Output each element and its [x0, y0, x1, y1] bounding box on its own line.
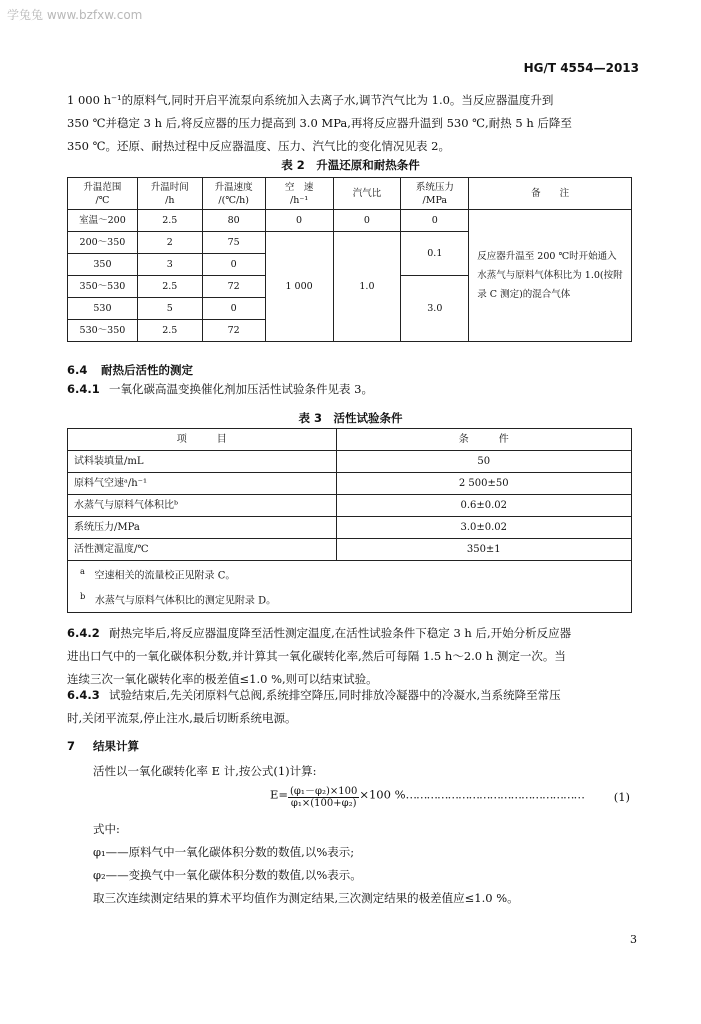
table2-header-cell: 升温时间 /h: [137, 178, 202, 210]
intro-paragraph: [67, 89, 627, 158]
clause-line: 时,关闭平流泵,停止注水,最后切断系统电源。: [67, 711, 297, 725]
final-statement: 取三次连续测定结果的算术平均值作为测定结果,三次测定结果的极差值应≤1.0 %。: [93, 891, 519, 905]
table-cell: 0: [401, 210, 469, 232]
table2-header-cell: 升温范围 /℃: [68, 178, 138, 210]
table3-notes-row: [68, 561, 632, 613]
clause-text: 一氧化碳高温变换催化剂加压活性试验条件见表 3。: [109, 382, 373, 396]
table2-space-velocity: 1 000: [265, 232, 333, 342]
table-row: [68, 539, 632, 561]
table2-pressure-low: 0.1: [401, 232, 469, 276]
table-cell: 试料装填量/mL: [68, 451, 337, 473]
section-title: 耐热后活性的测定: [101, 363, 193, 377]
formula-numerator: (φ₁－φ₂)×100: [288, 782, 359, 798]
calc-intro: 活性以一氧化碳转化率 E 计,按公式(1)计算:: [93, 764, 317, 778]
table-cell: 0: [202, 298, 265, 320]
clause-6-4-1: [67, 378, 627, 401]
section-title: 结果计算: [93, 739, 139, 753]
table-cell: 2.5: [137, 210, 202, 232]
table-cell: 3: [137, 254, 202, 276]
table2: [67, 177, 632, 342]
table-cell: 350～530: [68, 276, 138, 298]
table2-pressure-high: 3.0: [401, 276, 469, 342]
intro-line: 1 000 h⁻¹的原料气,同时开启平流泵向系统加入去离子水,调节汽气比为 1.0。当反应器温度升到: [67, 93, 554, 107]
formula-number: (1): [613, 790, 630, 804]
clause-number: 6.4.2: [67, 626, 100, 640]
table-cell: 原料气空速ᵃ/h⁻¹: [68, 473, 337, 495]
section-heading: [67, 362, 193, 378]
table-cell: 72: [202, 320, 265, 342]
watermark: 学兔兔 www.bzfxw.com: [7, 8, 143, 22]
table-cell: 0: [202, 254, 265, 276]
table2-remark: 反应器升温至 200 ℃时开始通入水蒸气与原料气体积比为 1.0(按附录 C 测定)的混合气体: [469, 210, 632, 342]
table-cell: 530～350: [68, 320, 138, 342]
table3-header-cell: 条 件: [336, 429, 631, 451]
where-label: 式中:: [93, 822, 120, 836]
table-row: [68, 473, 632, 495]
table-cell: 530: [68, 298, 138, 320]
table-note: $^b$ 水蒸气与原料气体积比的测定见附录 D。: [80, 591, 277, 607]
table-cell: 350: [68, 254, 138, 276]
table-cell: 50: [336, 451, 631, 473]
table-cell: 5: [137, 298, 202, 320]
table-cell: 2.5: [137, 320, 202, 342]
table-row: [68, 210, 632, 232]
table-row: [68, 517, 632, 539]
clause-line: 进出口气中的一氧化碳体积分数,并计算其一氧化碳转化率,然后可每隔 1.5 h～2.0 h 测定一次。当: [67, 649, 566, 663]
clause-line: 连续三次一氧化碳转化率的极差值≤1.0 %,则可以结束试验。: [67, 672, 378, 686]
table-cell: 2: [137, 232, 202, 254]
table-cell: 系统压力/MPa: [68, 517, 337, 539]
table-row: [68, 451, 632, 473]
table-cell: 2 500±50: [336, 473, 631, 495]
clause-6-4-2: [67, 622, 627, 691]
table-cell: 200～350: [68, 232, 138, 254]
table3-notes: [68, 561, 632, 613]
formula-leader-dots: ……………………………………………: [405, 787, 584, 802]
clause-number: 6.4.3: [67, 688, 100, 702]
formula-fraction: [288, 782, 359, 809]
table-cell: 0.6±0.02: [336, 495, 631, 517]
table3-header-row: [68, 429, 632, 451]
table-cell: 3.0±0.02: [336, 517, 631, 539]
table2-header-cell: 空 速 /h⁻¹: [265, 178, 333, 210]
section-number: 7: [67, 739, 76, 753]
formula-lhs: E=: [270, 787, 289, 802]
table3-caption: 表 3 活性试验条件: [298, 411, 403, 425]
formula-legend: [93, 818, 633, 910]
standard-code-header: HG/T 4554—2013: [523, 61, 639, 75]
clause-6-4-3: [67, 684, 627, 730]
intro-line: 350 ℃。还原、耐热过程中反应器温度、压力、汽气比的变化情况见表 2。: [67, 139, 450, 153]
table-cell: 0: [333, 210, 401, 232]
clause-number: 6.4.1: [67, 382, 100, 396]
table3-header-cell: 项 目: [68, 429, 337, 451]
table-cell: 75: [202, 232, 265, 254]
table-note: $^a$ 空速相关的流量校正见附录 C。: [80, 566, 236, 582]
table-cell: 室温～200: [68, 210, 138, 232]
table-cell: 72: [202, 276, 265, 298]
table-cell: 350±1: [336, 539, 631, 561]
table-row: [68, 495, 632, 517]
table3: [67, 428, 632, 613]
table-cell: 活性测定温度/℃: [68, 539, 337, 561]
table-cell: 80: [202, 210, 265, 232]
table-cell: 2.5: [137, 276, 202, 298]
clause-line: 耐热完毕后,将反应器温度降至活性测定温度,在活性试验条件下稳定 3 h 后,开始分析反应器: [109, 626, 572, 640]
clause-line: 试验结束后,先关闭原料气总阀,系统排空降压,同时排放冷凝器中的冷凝水,当系统降至常压: [109, 688, 561, 702]
table2-header-cell: 备 注: [469, 178, 632, 210]
table-cell: 0: [265, 210, 333, 232]
table2-header-cell: 汽气比: [333, 178, 401, 210]
table2-caption: 表 2 升温还原和耐热条件: [281, 158, 420, 172]
table2-header-cell: 系统压力 /MPa: [401, 178, 469, 210]
intro-line: 350 ℃并稳定 3 h 后,将反应器的压力提高到 3.0 MPa,再将反应器升温到 530 ℃,耐热 5 h 后降至: [67, 116, 572, 130]
formula-denominator: φ₁×(100+φ₂): [290, 798, 357, 809]
table2-steam-gas-ratio: 1.0: [333, 232, 401, 342]
table2-header-cell: 升温速度 /(℃/h): [202, 178, 265, 210]
section-number: 6.4: [67, 363, 88, 377]
variable-definition: φ₂——变换气中一氧化碳体积分数的数值,以%表示。: [93, 868, 362, 882]
section-heading: [67, 738, 139, 754]
variable-definition: φ₁——原料气中一氧化碳体积分数的数值,以%表示;: [93, 845, 355, 859]
formula-1: [270, 782, 630, 809]
table-cell: 水蒸气与原料气体积比ᵇ: [68, 495, 337, 517]
formula-tail: ×100 %: [359, 787, 406, 802]
table2-header-row: [68, 178, 632, 210]
page-number: 3: [630, 933, 637, 946]
